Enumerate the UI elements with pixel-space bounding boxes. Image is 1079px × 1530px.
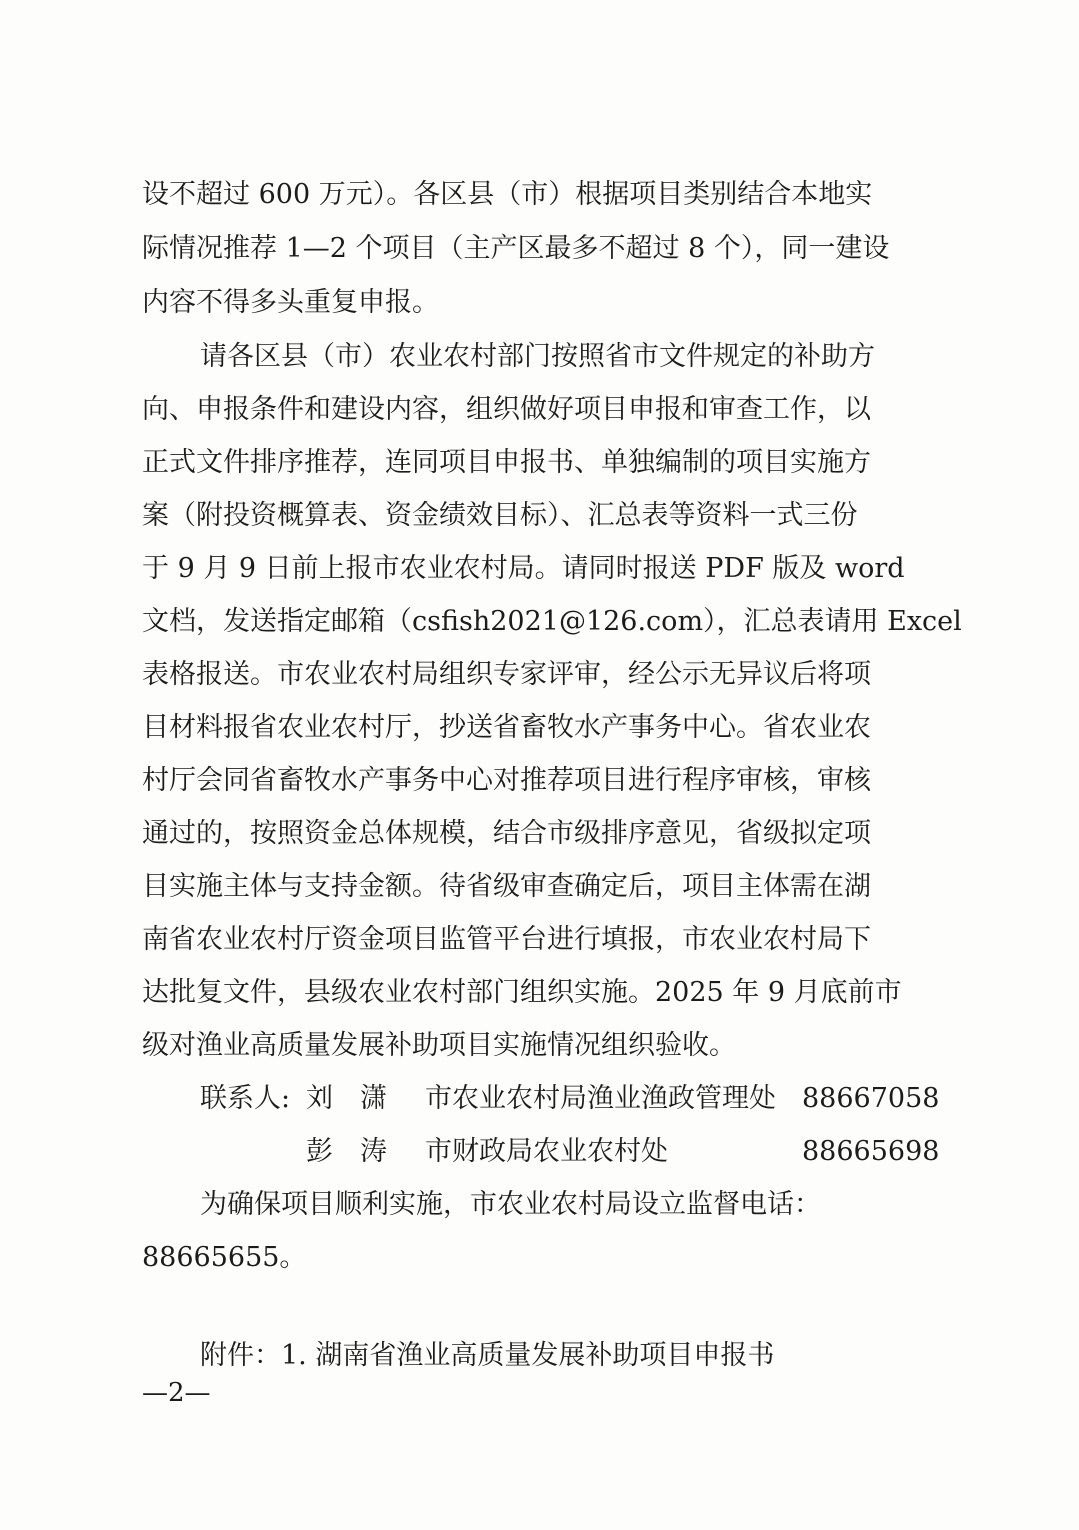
paragraph2-line: 表格报送。市农业农村局组织专家评审，经公示无异议后将项 [142, 659, 871, 690]
paragraph2-line: 向、申报条件和建设内容，组织做好项目申报和审查工作，以 [142, 394, 871, 425]
contact-dept: 市农业农村局渔业渔政管理处 [425, 1083, 776, 1114]
paragraph1-line: 内容不得多头重复申报。 [142, 287, 439, 318]
paragraph1-line: 设不超过 600 万元）。各区县（市）根据项目类别结合本地实 [142, 179, 873, 210]
paragraph2-line: 南省农业农村厅资金项目监管平台进行填报，市农业农村局下 [142, 924, 871, 955]
paragraph2-line: 于 9 月 9 日前上报市农业农村局。请同时报送 PDF 版及 word [142, 553, 905, 584]
contact-name: 刘 潇 [306, 1083, 387, 1114]
paragraph2-line: 案（附投资概算表、资金绩效目标）、汇总表等资料一式三份 [142, 500, 858, 531]
paragraph2-line: 目实施主体与支持金额。待省级审查确定后，项目主体需在湖 [142, 871, 871, 902]
contact-phone: 88667058 [802, 1083, 940, 1114]
contacts-label: 联系人: [200, 1083, 291, 1114]
page-number: —2— [142, 1378, 211, 1408]
supervision-line: 为确保项目顺利实施，市农业农村局设立监督电话： [200, 1189, 821, 1220]
paragraph2-line: 通过的，按照资金总体规模，结合市级排序意见，省级拟定项 [142, 818, 871, 849]
contact-dept: 市财政局农业农村处 [425, 1136, 668, 1167]
paragraph1-line: 际情况推荐 1—2 个项目（主产区最多不超过 8 个），同一建设 [142, 233, 890, 264]
paragraph2-line: 文档，发送指定邮箱（csfish2021@126.com），汇总表请用 Excel [142, 606, 962, 637]
paragraph2-line: 达批复文件，县级农业农村部门组织实施。2025 年 9 月底前市 [142, 977, 902, 1008]
paragraph2-line: 级对渔业高质量发展补助项目实施情况组织验收。 [142, 1030, 736, 1061]
paragraph2-line: 村厅会同省畜牧水产事务中心对推荐项目进行程序审核，审核 [142, 765, 871, 796]
attachment-line: 附件：1. 湖南省渔业高质量发展补助项目申报书 [200, 1340, 775, 1371]
paragraph2-line: 目材料报省农业农村厅，抄送省畜牧水产事务中心。省农业农 [142, 712, 871, 743]
paragraph2-line: 正式文件排序推荐，连同项目申报书、单独编制的项目实施方 [142, 447, 871, 478]
paragraph2-line: 请各区县（市）农业农村部门按照省市文件规定的补助方 [200, 341, 875, 372]
contact-name: 彭 涛 [306, 1136, 387, 1167]
contact-phone: 88665698 [802, 1136, 940, 1167]
supervision-line: 88665655。 [142, 1242, 307, 1273]
